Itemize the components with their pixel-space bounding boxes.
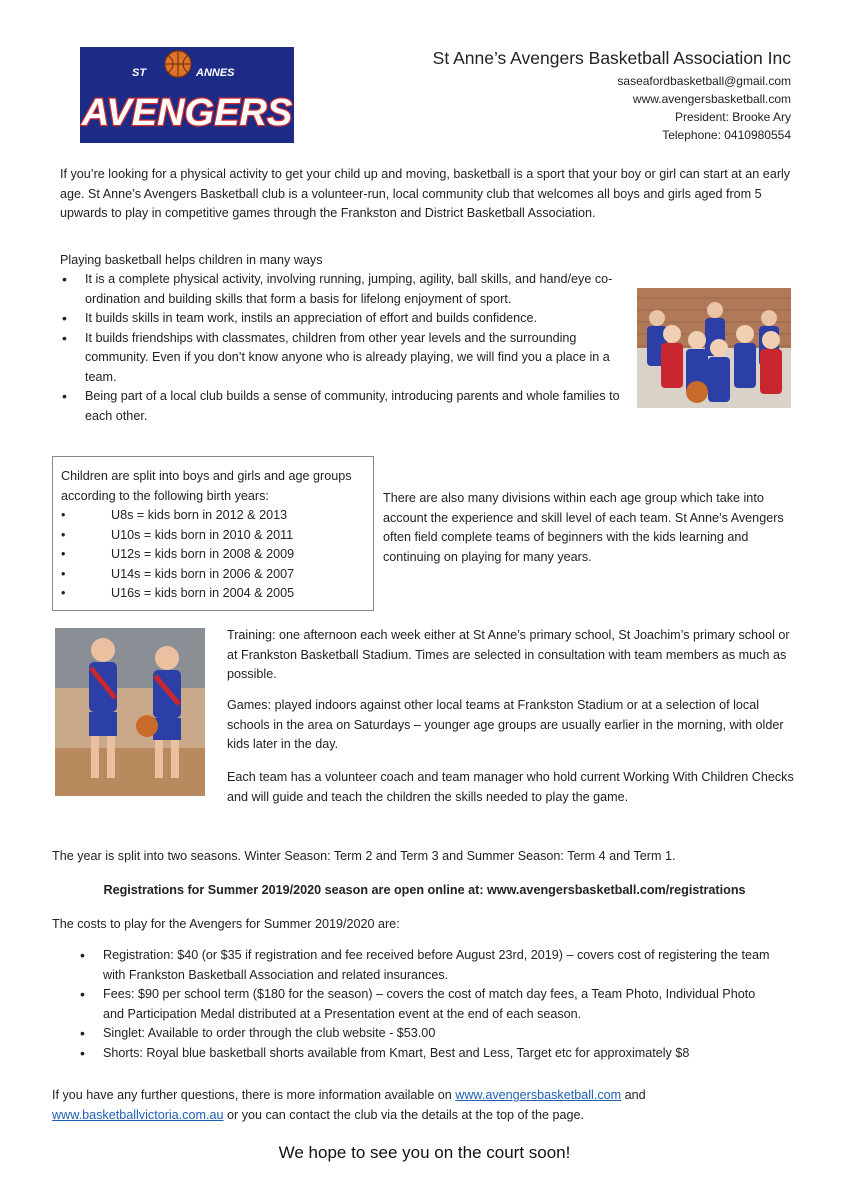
costs-list: [78, 946, 778, 1063]
coach-paragraph: Each team has a volunteer coach and team manager who hold current Working With Children Checks and will guide and teach the children the skills needed to play the game.: [227, 770, 794, 804]
age-group-item: • U10s = kids born in 2010 & 2011: [61, 526, 365, 546]
benefit-item: • It is a complete physical activity, involving running, jumping, agility, ball skills, and hand/eye co-ordination and building skills that form a basis for lifelong enjoyment of sport.: [60, 270, 622, 309]
contact-paragraph: [52, 1086, 792, 1125]
costs-intro: The costs to play for the Avengers for Summer 2019/2020 are:: [52, 917, 400, 931]
age-group-item: • U12s = kids born in 2008 & 2009: [61, 545, 365, 565]
team-photo: [637, 288, 791, 408]
contact-email: saseafordbasketball@gmail.com: [617, 74, 791, 88]
benefit-item: • Being part of a local club builds a sense of community, introducing parents and whole families to each other.: [60, 387, 622, 426]
organisation-name: St Anne’s Avengers Basketball Association Inc: [432, 48, 791, 68]
benefits-heading: Playing basketball helps children in many ways: [60, 253, 323, 267]
svg-text:AVENGERS: AVENGERS: [81, 92, 293, 134]
contact-telephone: Telephone: 0410980554: [662, 128, 791, 142]
cost-item-registration: • Registration: $40 (or $35 if registration and fee received before August 23rd, 2019) – covers cost of registering the team with Frankston Basketball Association and related insurances.: [78, 946, 778, 985]
avengers-website-link[interactable]: www.avengersbasketball.com: [455, 1088, 622, 1102]
svg-text:ST: ST: [132, 67, 147, 79]
contact-suffix: or you can contact the club via the details at the top of the page.: [223, 1107, 585, 1122]
players-photo: [55, 628, 205, 796]
svg-text:ANNES: ANNES: [196, 67, 235, 79]
closing-message: We hope to see you on the court soon!: [278, 1143, 571, 1162]
cost-item-shorts: • Shorts: Royal blue basketball shorts available from Kmart, Best and Less, Target etc for approximately $8: [78, 1044, 778, 1064]
age-group-item: • U14s = kids born in 2006 & 2007: [61, 565, 365, 585]
cost-item-singlet: • Singlet: Available to order through the club website - $53.00: [78, 1024, 778, 1044]
age-groups-box: [52, 456, 374, 611]
benefit-item: • It builds friendships with classmates, children from other year levels and the surrounding community. Even if you don’t know anyone who is already playing, we will find you a place in a team.: [60, 329, 622, 388]
contact-president: President: Brooke Ary: [674, 110, 791, 124]
club-logo: [80, 47, 294, 143]
intro-paragraph: If you’re looking for a physical activity to get your child up and moving, basketball is a sport that your boy or girl can start at an early age. St Anne’s Avengers Basketball club is a volunteer-run, local community club that welcomes all boys and girls aged from 5 upwards to play in competitive games through the Frankston and District Basketball Association.: [60, 167, 791, 220]
cost-item-fees: • Fees: $90 per school term ($180 for the season) – covers the cost of match day fees, a Team Photo, Individual Photo and Participation Medal distributed at a Presentation event at the end of each season.: [78, 985, 778, 1024]
training-paragraph: Training: one afternoon each week either at St Anne’s primary school, St Joachim’s primary school or at Frankston Basketball Stadium. Times are selected in consultation with team members as much as possible.: [227, 628, 790, 681]
seasons-paragraph: The year is split into two seasons. Winter Season: Term 2 and Term 3 and Summer Season: Term 4 and Term 1.: [52, 849, 676, 863]
basketball-victoria-link[interactable]: www.basketballvictoria.com.au: [52, 1107, 224, 1122]
contact-mid: and: [621, 1088, 646, 1102]
age-group-item: • U8s = kids born in 2012 & 2013: [61, 506, 365, 526]
divisions-paragraph: There are also many divisions within each age group which take into account the experience and skill level of each team. St Anne’s Avengers often field complete teams of beginners with the kids learning and continuing on playing for many years.: [383, 491, 784, 564]
registrations-notice: Registrations for Summer 2019/2020 season are open online at: www.avengersbasketball.com/registrations: [103, 883, 746, 897]
contact-prefix: If you have any further questions, there is more information available on: [52, 1088, 456, 1102]
benefits-list: [60, 270, 622, 426]
benefit-item: • It builds skills in team work, instils an appreciation of effort and builds confidence.: [60, 309, 622, 329]
age-group-item: • U16s = kids born in 2004 & 2005: [61, 584, 365, 604]
contact-website: www.avengersbasketball.com: [632, 92, 791, 106]
age-groups-intro: Children are split into boys and girls and age groups according to the following birth years:: [61, 469, 352, 503]
games-paragraph: Games: played indoors against other local teams at Frankston Stadium or at a selection of local schools in the area on Saturdays – younger age groups are usually earlier in the morning, with older kids later in the day.: [227, 698, 784, 751]
